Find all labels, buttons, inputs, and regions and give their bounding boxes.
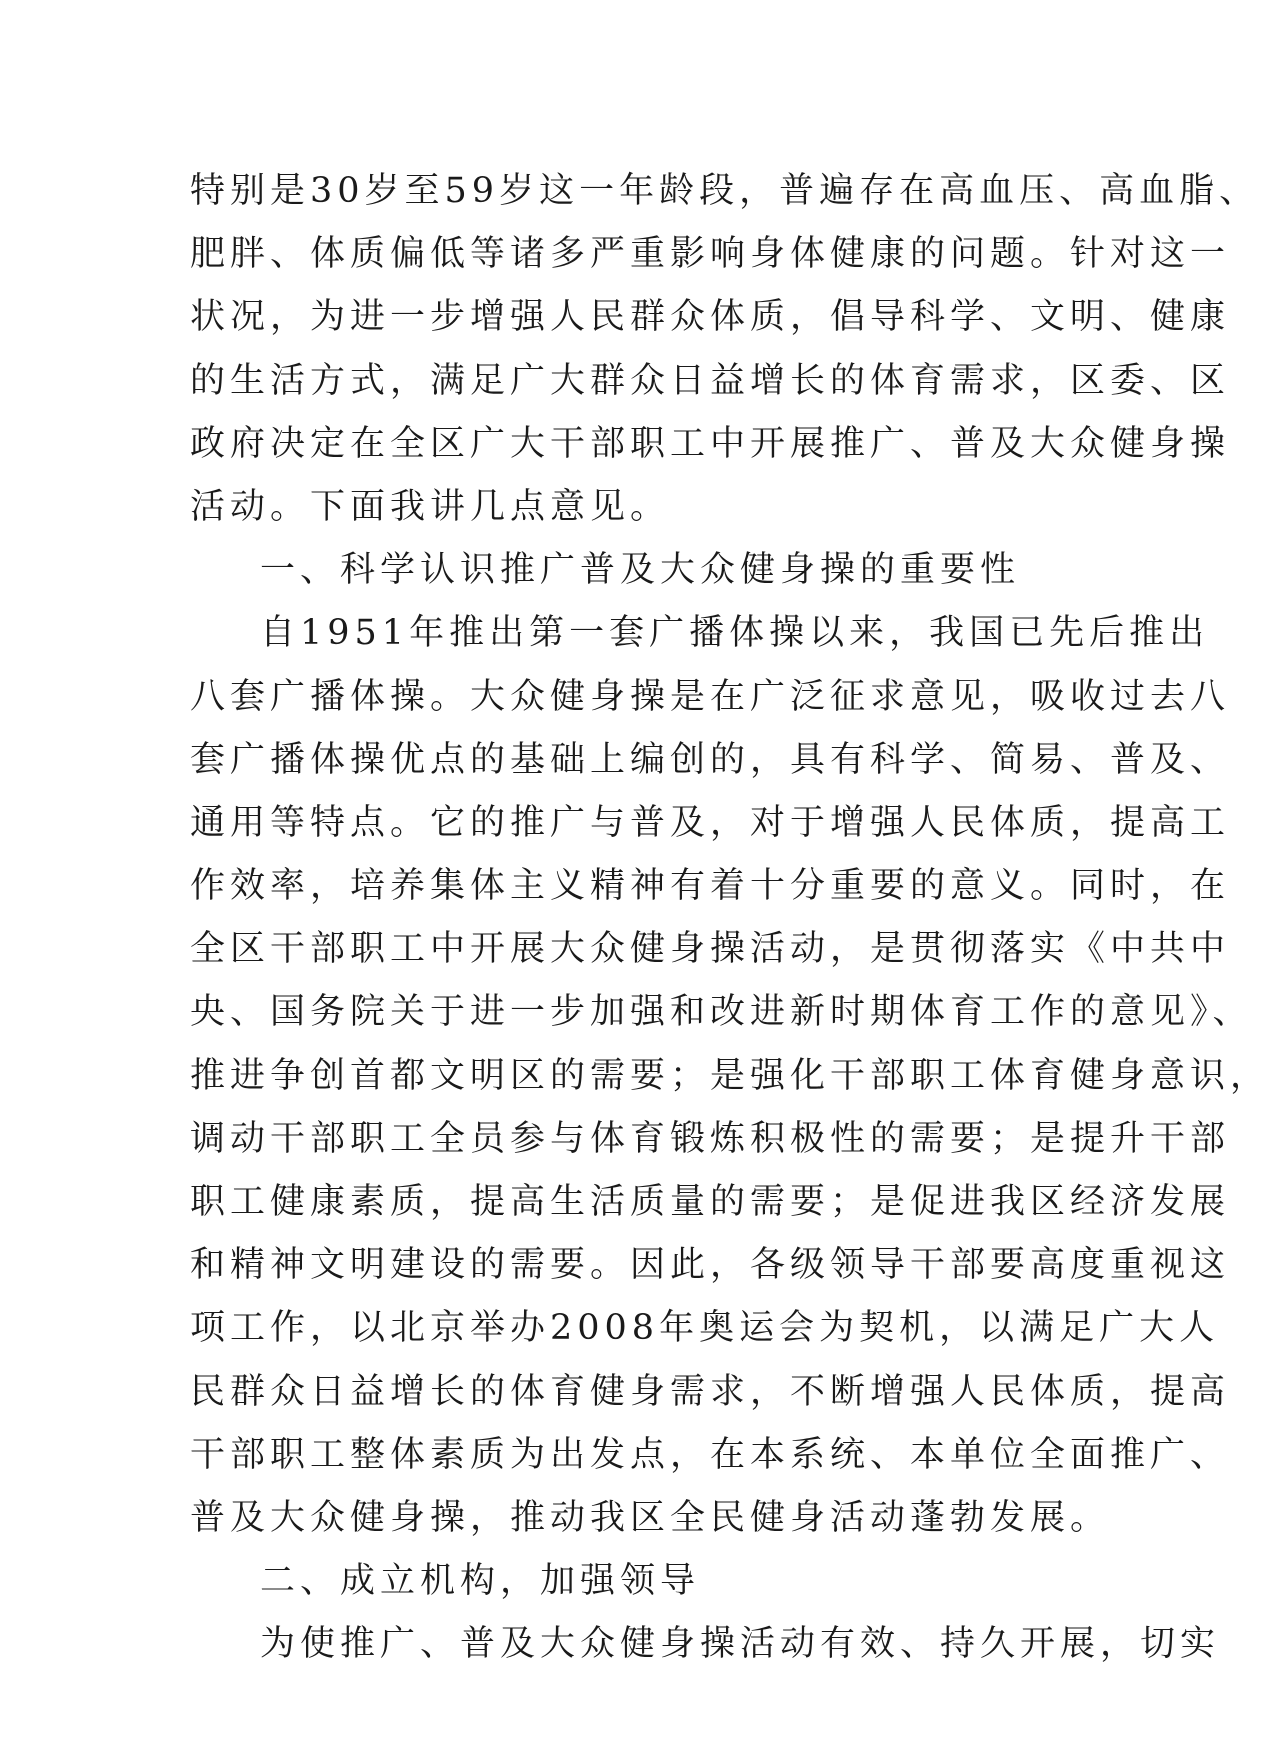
text-line: 活动。下面我讲几点意见。 — [190, 486, 671, 527]
text-line: 和精神文明建设的需要。因此，各级领导干部要高度重视这 — [190, 1245, 1231, 1286]
text-line: 肥胖、体质偏低等诸多严重影响身体健康的问题。针对这一 — [190, 234, 1231, 275]
text-line: 全区干部职工中开展大众健身操活动，是贯彻落实《中共中 — [190, 929, 1231, 970]
text-line: 特别是30岁至59岁这一年龄段，普遍存在高血压、高血脂、 — [190, 171, 1260, 211]
text-line: 干部职工整体素质为出发点，在本系统、本单位全面推广、 — [190, 1434, 1231, 1475]
document-body — [190, 160, 1270, 1677]
text-line: 为使推广、普及大众健身操活动有效、持久开展，切实 — [260, 1624, 1221, 1665]
text-line: 民群众日益增长的体育健身需求，不断增强人民体质，提高 — [190, 1371, 1231, 1412]
text-line: 自1951年推出第一套广播体操以来，我国已先后推出 — [260, 613, 1210, 654]
text-line: 作效率，培养集体主义精神有着十分重要的意义。同时，在 — [190, 866, 1231, 907]
text-line: 央、国务院关于进一步加强和改进新时期体育工作的意见》、 — [190, 992, 1253, 1033]
text-line: 八套广播体操。大众健身操是在广泛征求意见，吸收过去八 — [190, 676, 1231, 717]
text-line: 推进争创首都文明区的需要；是强化干部职工体育健身意识， — [190, 1055, 1270, 1096]
text-line: 套广播体操优点的基础上编创的，具有科学、简易、普及、 — [190, 739, 1231, 780]
text-line: 政府决定在全区广大干部职工中开展推广、普及大众健身操 — [190, 423, 1231, 464]
text-line: 项工作，以北京举办2008年奥运会为契机，以满足广大人 — [190, 1308, 1220, 1349]
text-line: 调动干部职工全员参与体育锻炼积极性的需要；是提升干部 — [190, 1118, 1231, 1159]
section-heading-1: 一、科学认识推广普及大众健身操的重要性 — [260, 550, 1021, 591]
text-line: 通用等特点。它的推广与普及，对于增强人民体质，提高工 — [190, 802, 1231, 843]
text-line: 职工健康素质，提高生活质量的需要；是促进我区经济发展 — [190, 1182, 1231, 1222]
text-line: 普及大众健身操，推动我区全民健身活动蓬勃发展。 — [190, 1497, 1111, 1538]
section-heading-2: 二、成立机构，加强领导 — [260, 1561, 701, 1602]
text-line: 的生活方式，满足广大群众日益增长的体育需求，区委、区 — [190, 360, 1231, 401]
text-line: 状况，为进一步增强人民群众体质，倡导科学、文明、健康 — [190, 297, 1231, 338]
